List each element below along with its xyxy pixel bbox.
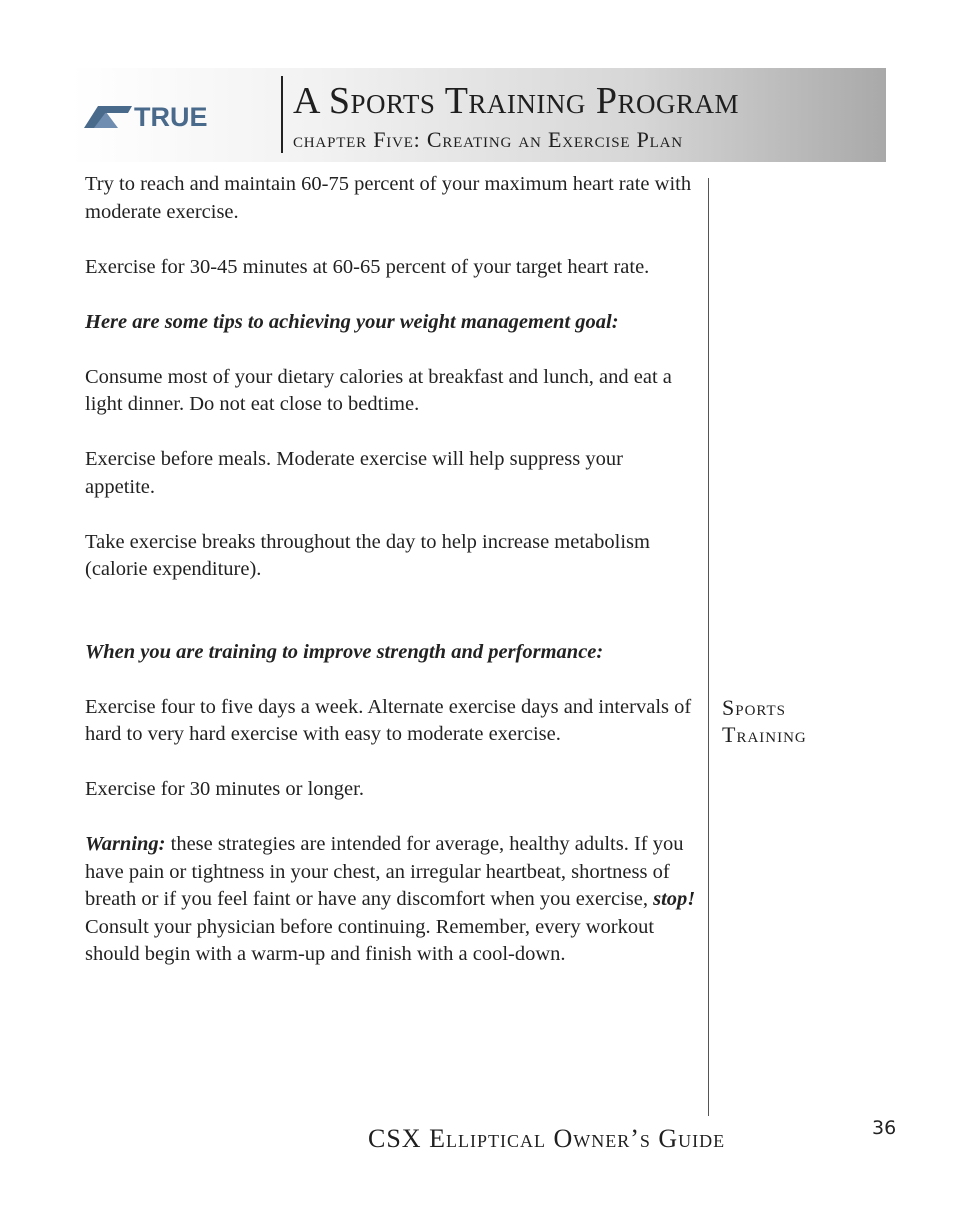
warning-label: Warning: xyxy=(85,833,166,855)
brand-logo xyxy=(84,104,254,128)
brand-wordmark: TRUE xyxy=(134,104,208,128)
paragraph: Consume most of your dietary calories at breakfast and lunch, and eat a light dinner. Do not eat close to bedtime. xyxy=(85,365,672,415)
column-divider xyxy=(708,178,709,1116)
paragraph: Take exercise breaks throughout the day to help increase metabolism (calorie expenditure). xyxy=(85,530,650,580)
footer-guide-title: CSX Elliptical Owner’s Guide xyxy=(368,1124,726,1153)
page-number: 36 xyxy=(872,1117,897,1139)
stop-emphasis: stop! xyxy=(653,888,696,910)
header-divider xyxy=(281,76,283,153)
chapter-subtitle: chapter Five: Creating an Exercise Plan xyxy=(293,127,683,152)
paragraph: Try to reach and maintain 60-75 percent of your maximum heart rate with moderate exercise. xyxy=(85,173,692,223)
paragraph: Exercise before meals. Moderate exercise will help suppress your appetite. xyxy=(85,448,623,498)
weight-tips-heading: Here are some tips to achieving your weight management goal: xyxy=(85,310,619,333)
warning-paragraph xyxy=(85,831,697,969)
paragraph: Exercise for 30 minutes or longer. xyxy=(85,778,364,800)
main-content xyxy=(85,171,697,969)
warning-text-continued: Consult your physician before continuing. Remember, every workout should begin with a warm-up and finish with a cool-down. xyxy=(85,915,655,965)
section-side-label: Sports Training xyxy=(722,695,807,747)
page-title: A Sports Training Program xyxy=(293,80,740,122)
warning-text: these strategies are intended for average, healthy adults. If you have pain or tightness in your chest, an irregular heartbeat, shortness of breath or if you feel faint or have any discomfort when you exercise, xyxy=(85,833,684,910)
paragraph: Exercise four to five days a week. Alternate exercise days and intervals of hard to very hard exercise with easy to moderate exercise. xyxy=(85,695,692,745)
paragraph: Exercise for 30-45 minutes at 60-65 percent of your target heart rate. xyxy=(85,255,650,278)
true-logo-icon xyxy=(84,104,254,128)
strength-tips-heading: When you are training to improve strength and performance: xyxy=(85,640,604,663)
